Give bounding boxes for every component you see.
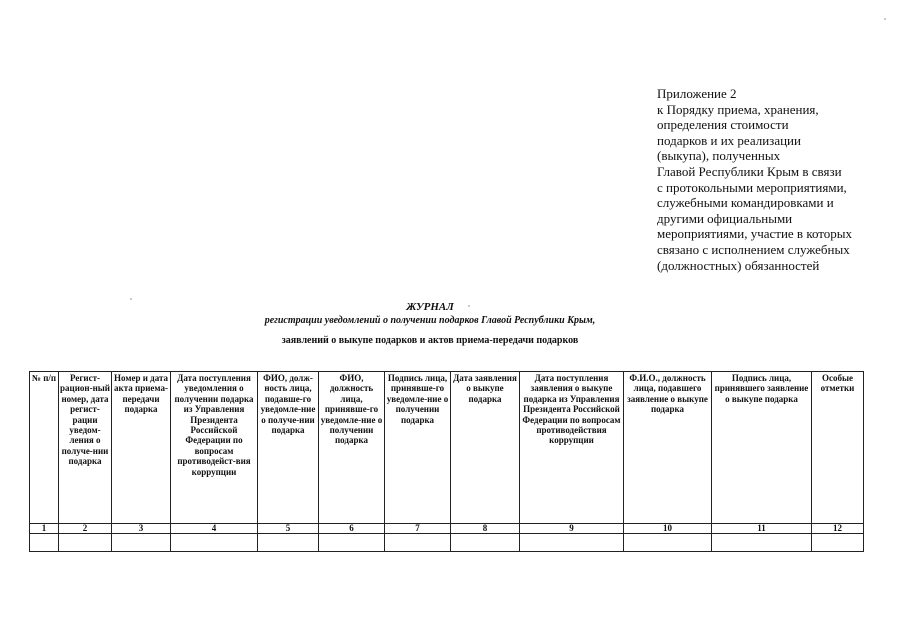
- journal-subtitle-1: регистрации уведомлений о получении подарков Главой Республики Крым,: [264, 315, 596, 326]
- column-number: 4: [171, 524, 258, 534]
- appendix-line: мероприятиями, участие в которых: [657, 226, 853, 242]
- header-cell: Номер и дата акта приема-передачи подарка: [112, 372, 171, 524]
- scan-speck: [130, 298, 132, 300]
- journal-subtitle-2: заявлений о выкупе подарков и актов приема-передачи подарков: [281, 335, 579, 346]
- appendix-line: Приложение 2: [657, 86, 737, 101]
- header-cell: ФИО, долж-ность лица, подавше-го уведомле-ние о получе-нии подарка: [258, 372, 319, 524]
- empty-cell: [520, 534, 624, 552]
- appendix-line: (выкупа), полученных: [657, 148, 781, 164]
- empty-cell: [624, 534, 712, 552]
- empty-cell: [30, 534, 59, 552]
- empty-cell: [812, 534, 864, 552]
- appendix-line: другими официальными: [657, 210, 793, 226]
- header-cell: Особые отметки: [812, 372, 864, 524]
- column-number-row: [30, 524, 864, 534]
- empty-cell: [385, 534, 451, 552]
- appendix-line: к Порядку приема, хранения,: [657, 101, 819, 117]
- empty-cell: [451, 534, 520, 552]
- appendix-line: (должностных) обязанностей: [657, 257, 820, 273]
- scan-speck: [884, 18, 886, 20]
- appendix-line: связано с исполнением служебных: [657, 241, 850, 257]
- column-number: 5: [258, 524, 319, 534]
- empty-cell: [319, 534, 385, 552]
- journal-title: ЖУРНАЛ: [406, 301, 454, 313]
- header-row: [30, 372, 864, 524]
- empty-cell: [59, 534, 112, 552]
- header-cell: Подпись лица, принявше-го уведомле-ние о получении подарка: [385, 372, 451, 524]
- appendix-line: подарков и их реализации: [657, 132, 801, 148]
- journal-table: [29, 371, 864, 552]
- empty-cell: [112, 534, 171, 552]
- appendix-line: определения стоимости: [657, 117, 789, 133]
- appendix-block: [657, 86, 897, 273]
- appendix-line: служебными командировками и: [657, 195, 834, 211]
- column-number: 2: [59, 524, 112, 534]
- column-number: 8: [451, 524, 520, 534]
- empty-cell: [171, 534, 258, 552]
- header-cell: Дата заявления о выкупе подарка: [451, 372, 520, 524]
- column-number: 12: [812, 524, 864, 534]
- column-number: 10: [624, 524, 712, 534]
- column-number: 7: [385, 524, 451, 534]
- header-cell: Дата поступления заявления о выкупе подарка из Управления Президента Российской Федерации по вопросам противодействия коррупции: [520, 372, 624, 524]
- header-cell: ФИО, должность лица, принявше-го уведомле-ние о получении подарка: [319, 372, 385, 524]
- header-cell: Дата поступления уведомления о получении подарка из Управления Президента Российской Федерации по вопросам противодейст-вия коррупции: [171, 372, 258, 524]
- table-row: [30, 534, 864, 552]
- empty-cell: [258, 534, 319, 552]
- header-cell: Подпись лица, принявшего заявление о выкупе подарка: [712, 372, 812, 524]
- header-cell: № п/п: [30, 372, 59, 524]
- appendix-line: с протокольными мероприятиями,: [657, 179, 847, 195]
- header-cell: Регист-рацион-ный номер, дата регист-рации уведом-ления о получе-нии подарка: [59, 372, 112, 524]
- header-cell: Ф.И.О., должность лица, подавшего заявление о выкупе подарка: [624, 372, 712, 524]
- column-number: 3: [112, 524, 171, 534]
- column-number: 6: [319, 524, 385, 534]
- column-number: 1: [30, 524, 59, 534]
- empty-cell: [712, 534, 812, 552]
- column-number: 11: [712, 524, 812, 534]
- column-number: 9: [520, 524, 624, 534]
- appendix-line: Главой Республики Крым в связи: [657, 163, 842, 179]
